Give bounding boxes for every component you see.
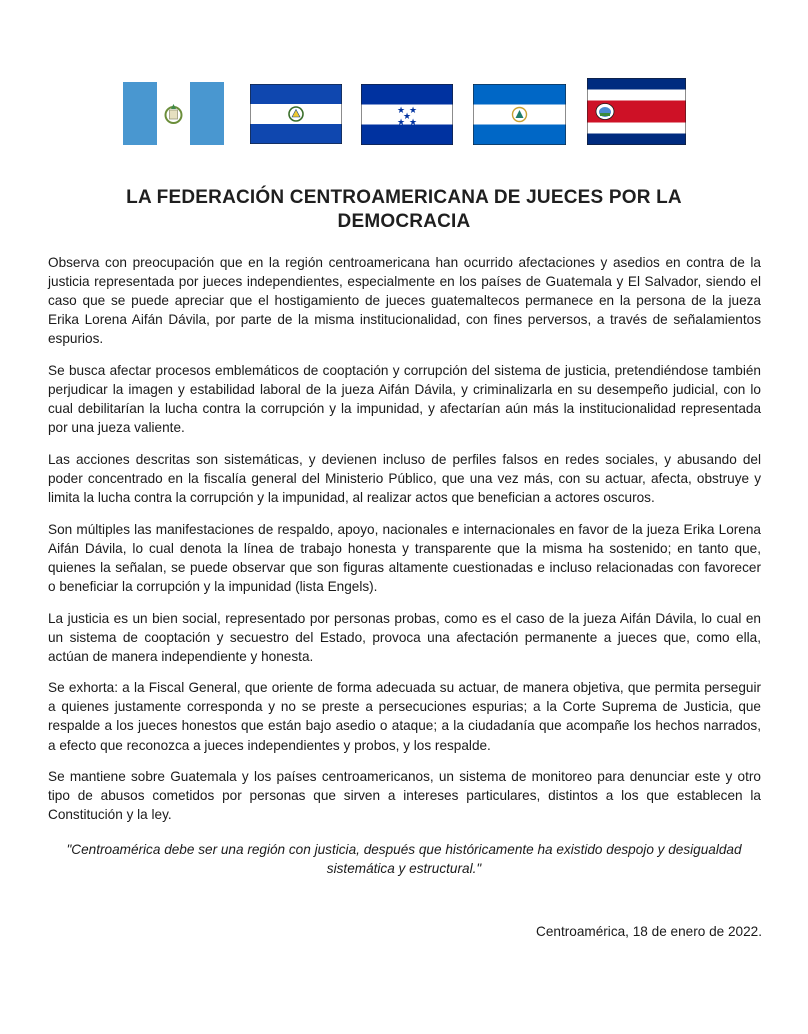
flags-row bbox=[0, 78, 808, 148]
document-body bbox=[48, 253, 761, 837]
paragraph: Se mantiene sobre Guatemala y los países centroamericanos, un sistema de monitoreo para denunciar este y otro tipo de abusos cometidos por personas que sirven a intereses particulares, distintos a los que establecen la Constitución y la ley. bbox=[48, 769, 761, 823]
svg-text:★: ★ bbox=[402, 112, 412, 122]
svg-text:★: ★ bbox=[408, 118, 418, 128]
nicaragua-flag-icon bbox=[473, 84, 566, 145]
honduras-flag-icon bbox=[361, 84, 453, 145]
guatemala-flag-icon bbox=[123, 82, 224, 145]
el-salvador-flag-icon bbox=[250, 84, 342, 144]
place-and-date: Centroamérica, 18 de enero de 2022. bbox=[536, 924, 762, 939]
closing-quote: "Centroamérica debe ser una región con justicia, después que históricamente ha existido despojo y desigualdad sistemática y estructural." bbox=[66, 842, 742, 877]
document-title: LA FEDERACIÓN CENTROAMERICANA DE JUECES POR LA DEMOCRACIA bbox=[126, 187, 682, 232]
svg-text:★: ★ bbox=[408, 106, 418, 116]
paragraph: Se busca afectar procesos emblemáticos de cooptación y corrupción del sistema de justicia, pretendiéndose también perjudicar la imagen y estabilidad laboral de la jueza Aifán Dávila, y criminalizarla en su desempeño judicial, con lo cual debilitarían la lucha contra la corrupción y la impunidad, y afectarían aún más la institucionalidad representada por una jueza valiente. bbox=[48, 362, 761, 436]
paragraph: Son múltiples las manifestaciones de respaldo, apoyo, nacionales e internacionales en favor de la jueza Erika Lorena Aifán Dávila, lo cual denota la línea de trabajo honesta y transparente que la misma ha sostenido; en tanto que, quienes la señalan, se puede observar que son figuras altamente cuestionadas e incluso relacionadas con favorecer o beneficiar la corrupción y la impunidad (lista Engels). bbox=[48, 521, 761, 594]
paragraph: La justicia es un bien social, representado por personas probas, como es el caso de la jueza Aifán Dávila, lo cual en un sistema de cooptación y secuestro del Estado, provoca una afectación permanente a jueces que, como ella, actúan de manera independiente y honesta. bbox=[48, 610, 761, 664]
paragraph: Se exhorta: a la Fiscal General, que oriente de forma adecuada su actuar, de manera objetiva, que permita perseguir a quienes justamente corresponda y no se preste a persecuciones espurias; a la Corte Suprema de Justicia, que respalde a los jueces honestos que están bajo asedio o ataque; a la ciudadanía que acompañe los hechos narrados, a efecto que reconozca a jueces independientes y probos, y los respalde. bbox=[48, 680, 761, 753]
paragraph: Observa con preocupación que en la región centroamericana han ocurrido afectaciones y asedios en contra de la justicia representada por jueces independientes, especialmente en los países de Guatemala y El Salvador, siendo el caso que se puede apreciar que el hostigamiento de jueces guatemaltecos permanece en la persona de la jueza Erika Lorena Aifán Dávila, por parte de la misma institucionalidad, con fines perversos, a través de señalamientos espurios. bbox=[48, 255, 761, 347]
svg-text:★: ★ bbox=[396, 118, 406, 128]
svg-text:★: ★ bbox=[396, 106, 406, 116]
costa-rica-flag-icon bbox=[587, 78, 686, 145]
paragraph: Las acciones descritas son sistemáticas, y devienen incluso de perfiles falsos en redes sociales, y abusando del poder concentrado en la fiscalía general del Ministerio Público, que una vez más, con su actuar, afecta, obstruye y limita la lucha contra la corrupción y la impunidad, al realizar actos que benefician a actores oscuros. bbox=[48, 451, 761, 506]
